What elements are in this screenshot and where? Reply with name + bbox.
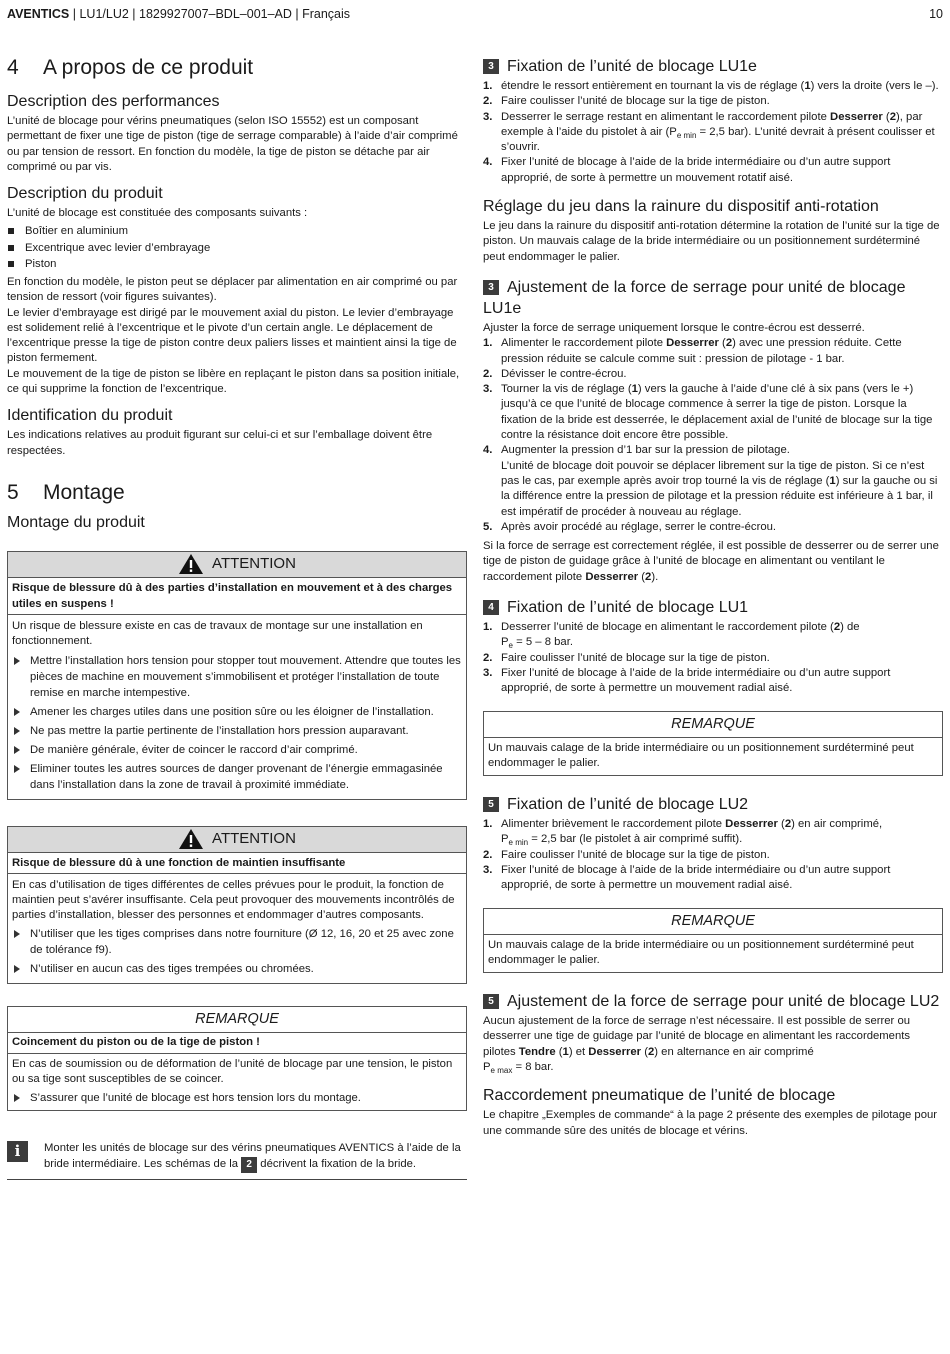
perf-heading: Description des performances [7,93,220,110]
para-ref: Desserrer [588,1045,642,1058]
list-item: Piston [7,256,467,273]
step-ref: Desserrer [830,110,883,123]
lu2-fix-heading [483,794,943,815]
note-headline: Coincement du piston ou de la tige de piston ! [8,1033,466,1053]
list-item [483,848,943,863]
step-text: = 5 – 8 bar. [513,636,573,649]
para-text: P [483,1061,491,1074]
warning-list [12,926,462,977]
step-ref: 1 [631,383,638,396]
step-number: 3. [483,666,493,679]
list-item [483,94,943,109]
section-4-heading [7,54,467,82]
step-text: ) sur la gauche ou si la différence entre la pression de pilotage et la pression réduite est inférieure à 1 bar, il est impératif de procéder à nouveau au réglage. [501,474,938,518]
para-ref: Desserrer [585,570,639,583]
lu2-adj-text [483,1014,943,1075]
para-text: ) et [568,1045,589,1058]
montage-subheading: Montage du produit [7,513,145,531]
note-body [8,1054,466,1111]
subscript: e min [676,130,697,140]
doc-id: | LU1/LU2 | 1829927007–BDL–001–AD | Français [69,7,351,21]
warning-icon [178,553,204,575]
step-text: P [501,636,509,649]
figure-badge: 3 [483,59,499,74]
warning-text: En cas d’utilisation de tiges différentes de celles prévues pour le produit, la fonction de maintien peut s’avérer insuffisante. Cela peut provoquer des mouvements incontrôlés de parties d’installation, blesser des personnes et endommager d’autres composants. [12,878,455,922]
doc-reference [7,7,350,22]
warning-list [12,653,462,793]
info-text-part: décrivent la fixation de la bride. [257,1157,417,1170]
pneu-text: Le chapitre „Exemples de commande“ à la page 2 présente des exemples de pilotage pour une commande sûre des unités de blocage et vérins. [483,1109,938,1137]
info-text-part: Monter les unités de blocage sur des vérins pneumatiques AVENTICS à l’aide de la bride intermédiaire. Les schémas de la [44,1142,461,1170]
info-note [7,1129,467,1179]
step-text: ( [882,110,890,123]
list-item: Ne pas mettre la partie pertinente de l’installation hors pression auparavant. [12,723,462,739]
figure-badge: 3 [483,280,499,295]
step-text: ), par exemple à l’aide du pistolet à air (P [501,110,923,138]
list-item: S’assurer que l’unité de blocage est hors tension lors du montage. [12,1090,462,1106]
list-item [483,651,943,666]
step-ref: Desserrer [666,337,719,350]
list-item [483,110,943,156]
figure-badge: 5 [483,994,499,1009]
para-text: Aucun ajustement de la force de serrage n’est nécessaire. Il est possible de serrer ou desserrer une tige de guidage par l’unité de blocage en alimentant les raccordements pilotes [483,1015,911,1058]
section-5-heading [7,479,467,507]
step-number: 3. [483,383,493,396]
step-text: Faire coulisser l’unité de blocage sur la tige de piston. [501,651,770,664]
list-item: Eliminer toutes les autres sources de danger provenant de l’énergie emmagasinée dans l’installation dans la zone de travail à proximité immédiate. [12,761,462,793]
step-ref: 1 [829,474,836,487]
step-ref: 2 [889,110,896,123]
jeu-text: Le jeu dans la rainure du dispositif anti-rotation détermine la rotation de l’unité sur la tige de piston. Un mauvais calage de la bride intermédiaire ou un positionnement surdéterminé peut endommager le palier. [483,220,940,263]
note-box-1 [483,711,943,777]
section-number: 5 [7,480,19,504]
heading-text: Fixation de l’unité de blocage LU1 [507,599,749,617]
list-item [483,817,943,848]
step-number: 1. [483,621,493,634]
note-title: REMARQUE [484,909,942,935]
brand-name: AVENTICS [7,7,70,21]
figure-badge: 4 [483,600,499,615]
para-ref: 2 [647,1045,655,1058]
prod-text: En fonction du modèle, le piston peut se déplacer par alimentation en air comprimé ou par tension de ressort (voir figures suivantes). Le levier d’embrayage est dirigé par le mouvement axial du piston. Le levier d’embrayage est solidement relié à l’excentrique et le pivote d’un certain angle. Le déplacement de l’excentrique presse la tige de piston contre deux paliers lisses et maintient ainsi la tige de piston fermement. Le mouvement de la tige de piston se libère en replaçant le piston dans sa position initiale, ce qui supprime la fonction de l’excentrique. [7,275,460,396]
right-column [483,56,943,1139]
note-body: Un mauvais calage de la bride intermédiaire ou un positionnement surdéterminé peut endommager le palier. [488,741,914,769]
page-header [7,7,943,22]
step-text: = 2,5 bar). L’unité devrait à présent coulisser et s’ouvrir. [501,125,935,154]
warning-body [8,615,466,799]
step-text: ) vers la droite (vers le –). [810,80,939,92]
para-text: ( [555,1045,563,1058]
step-text: Faire coulisser l’unité de blocage sur la tige de piston. [501,848,770,861]
para-ref: 1 [562,1045,569,1058]
step-number: 1. [483,818,493,831]
warning-title: ATTENTION [212,555,296,573]
heading-text: Ajustement de la force de serrage pour unité de blocage LU2 [507,993,940,1011]
para-text: ) en alternance en air comprimé [654,1045,814,1058]
step-number: 4. [483,156,493,169]
section-number: 4 [7,56,19,79]
step-text: Après avoir procédé au réglage, serrer le contre-écrou. [501,520,777,533]
step-number: 2. [483,651,493,664]
step-ref: Desserrer [725,818,778,831]
info-text [44,1141,467,1172]
para-text: ). [651,570,659,583]
step-text: étendre le ressort entièrement en tournant la vis de réglage ( [501,80,805,92]
lu1-fix-steps [483,620,943,696]
step-text: Faire coulisser l’unité de blocage sur la tige de piston. [501,95,770,108]
step-text: ) vers la gauche à l’aide d’une clé à six pans (vers le +) jusqu’à ce que l’unité de blocage commence à serrer la tige de piston. Lorsque la fixation de la bride est desserrée, le déplacement axial de l’unité de blocage sur la tige contre la résistance doit encore être possible. [501,383,933,442]
step-text: Alimenter le raccordement pilote [501,337,667,350]
prod-heading: Description du produit [7,185,163,203]
list-item [483,863,943,894]
step-number: 2. [483,367,493,380]
step-text: ) en air comprimé, [791,818,883,831]
step-ref: 2 [784,818,792,831]
para-text: ( [638,570,646,583]
warning-box-2 [7,826,467,985]
list-item [483,443,943,519]
step-text: Dévisser le contre-écrou. [501,367,627,380]
step-number: 3. [483,863,493,876]
lu1e-adj-intro: Ajuster la force de serrage uniquement lorsque le contre-écrou est desserré. [483,321,865,334]
step-number: 2. [483,95,493,108]
step-text: Desserrer l’unité de blocage en alimentant le raccordement pilote ( [501,621,834,634]
list-item [483,336,943,367]
warning-title-bar [8,552,466,578]
step-ref: 2 [833,621,841,634]
step-number: 4. [483,444,493,457]
prod-intro: L’unité de blocage est constituée des composants suivants : [7,207,308,220]
list-item: N’utiliser en aucun cas des tiges trempées ou chromées. [12,961,462,977]
list-item: Boîtier en aluminium [7,223,467,240]
subscript: e max [490,1066,513,1076]
lu1-fix-heading [483,597,943,618]
step-text: Desserrer le serrage restant en alimentant le raccordement pilote [501,110,831,123]
note-title: REMARQUE [484,712,942,738]
para-ref: Tendre [518,1045,556,1058]
para-ref: 2 [645,570,652,583]
section-title: A propos de ce produit [43,56,254,79]
step-number: 1. [483,337,493,350]
step-text: L’unité de blocage doit pouvoir se déplacer librement sur la tige de piston. Si ce n’est pas le cas, par exemple après avoir trop tourné la vis de réglage ( [501,459,925,487]
jeu-heading: Réglage du jeu dans la rainure du dispositif anti-rotation [483,198,879,216]
step-number: 3. [483,110,493,123]
list-item [483,520,943,535]
list-item [483,620,943,651]
list-item [483,382,943,443]
page-number: 10 [929,7,943,21]
note-list [12,1090,462,1106]
list-item [483,666,943,697]
step-text: ( [777,818,785,831]
list-item: De manière générale, éviter de coincer le raccord d’air comprimé. [12,742,462,758]
note-text: En cas de soumission ou de déformation de l’unité de blocage par une tension, le piston ou sa tige sont susceptibles de se coincer. [12,1057,453,1086]
id-text: Les indications relatives au produit figurant sur celui-ci et sur l’emballage doivent être respectées. [7,429,433,457]
list-item [483,367,943,382]
step-ref: 2 [725,337,733,350]
lu1e-adj-outro [483,539,943,585]
para-text: Si la force de serrage est correctement réglée, il est possible de desserrer ou de serrer une tige de piston de guidage grâce à l’unité de blocage en alimentant ou ventilant le raccordement pilote [483,540,939,583]
list-item: Amener les charges utiles dans une position sûre ou les éloigner de l’installation. [12,704,462,720]
warning-headline: Risque de blessure dû à des parties d’installation en mouvement et à des charges utiles en suspens ! [8,578,466,615]
lu1e-adj-heading [483,277,943,319]
heading-text: Ajustement de la force de serrage pour unité de blocage LU1e [483,278,906,317]
left-column [7,52,467,1180]
lu1e-adj-steps [483,336,943,535]
step-number: 5. [483,520,493,533]
figure-badge: 5 [483,797,499,812]
step-text: = 2,5 bar (le pistolet à air comprimé suffit). [528,833,743,846]
step-text: Fixer l’unité de blocage à l’aide de la bride intermédiaire ou d’un autre support approprié, de sorte à permettre un mouvement radial aisé. [501,666,891,695]
figure-badge: 2 [241,1157,257,1173]
step-number: 2. [483,848,493,861]
lu2-adj-heading [483,991,943,1012]
warning-title-bar [8,827,466,853]
lu1e-fix-steps [483,79,943,186]
list-item: Excentrique avec levier d’embrayage [7,240,467,257]
step-ref: 1 [804,80,811,92]
id-heading: Identification du produit [7,407,173,425]
step-text: ) avec une pression réduite. Cette pression réduite se calcule comme suit : pression de pilotage - 1 bar. [501,337,902,365]
warning-box-1 [7,551,467,800]
lu2-fix-steps [483,817,943,893]
note-body: Un mauvais calage de la bride intermédiaire ou un positionnement surdéterminé peut endommager le palier. [488,938,914,966]
para-text: ( [641,1045,648,1058]
list-item: N’utiliser que les tiges comprises dans notre fourniture (Ø 12, 16, 20 et 25 avec zone de tolérance f9). [12,926,462,958]
step-number: 1. [483,80,493,92]
step-text: Fixer l’unité de blocage à l’aide de la bride intermédiaire ou d’un autre support approprié, de sorte à permettre un mouvement rotatif aisé. [501,156,891,184]
warning-title: ATTENTION [212,830,296,848]
note-box [7,1006,467,1111]
heading-text: Fixation de l’unité de blocage LU1e [507,58,757,75]
lu1e-fix-heading [483,56,943,77]
list-item: Mettre l’installation hors tension pour stopper tout mouvement. Attendre que toutes les pièces de machine en mouvement s’immobilisent et protéger l’installation de toute remise en marche intempestive. [12,653,462,701]
para-text: = 8 bar. [512,1061,554,1074]
warning-headline: Risque de blessure dû à une fonction de maintien insuffisante [8,853,466,874]
step-text: Fixer l’unité de blocage à l’aide de la bride intermédiaire ou d’un autre support approprié, de sorte à permettre un mouvement radial aisé. [501,863,891,892]
info-icon: i [7,1141,28,1162]
subscript: e [508,641,513,651]
list-item [483,155,943,186]
step-text: Tourner la vis de réglage ( [501,383,632,396]
note-title: REMARQUE [8,1007,466,1033]
step-text: Augmenter la pression d’1 bar sur la pression de pilotage. [501,444,790,457]
subscript: e min [508,838,529,848]
step-text: ) de [840,621,860,634]
step-text: P [501,833,509,846]
components-list [7,223,467,273]
perf-text: L’unité de blocage pour vérins pneumatiques (selon ISO 15552) est un composant permettant de fixer une tige de piston (tige de serrage comparable) à l’aide d’air comprimé ou par tension de ressort. En fonction du modèle, la tige de piston se détache par air comprimé ou par vis. [7,115,458,173]
warning-body [8,874,466,984]
section-title: Montage [43,480,125,504]
list-item [483,79,943,94]
step-text: ( [718,337,726,350]
pneu-heading: Raccordement pneumatique de l’unité de blocage [483,1087,836,1105]
warning-icon [178,828,204,850]
step-text: Alimenter brièvement le raccordement pilote [501,818,726,831]
note-box-2 [483,908,943,974]
heading-text: Fixation de l’unité de blocage LU2 [507,796,749,814]
warning-text: Un risque de blessure existe en cas de travaux de montage sur une installation en fonctionnement. [12,619,423,648]
